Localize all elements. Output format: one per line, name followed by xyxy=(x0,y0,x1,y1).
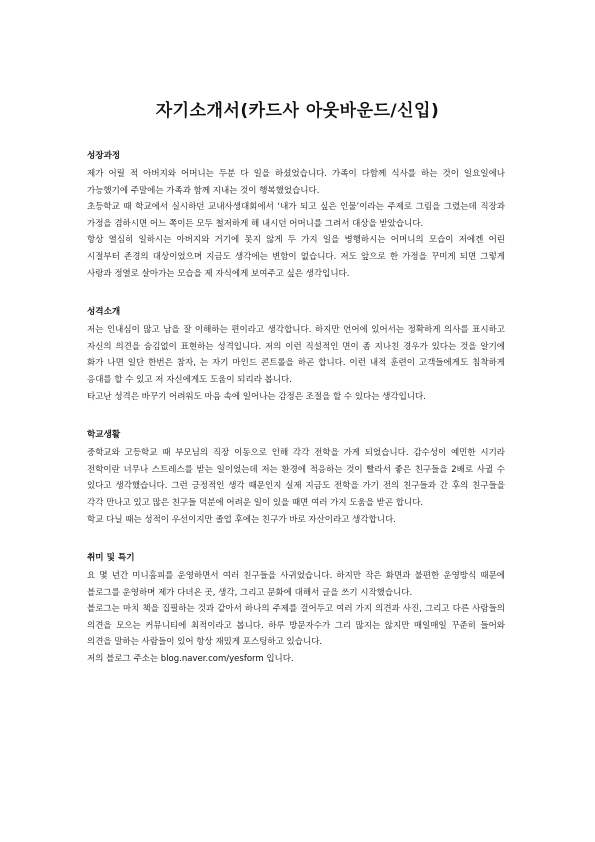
document-body xyxy=(87,150,505,692)
paragraph: 요 몇 년간 미니홈피를 운영하면서 여러 친구들을 사귀었습니다. 하지만 작은 화면과 불편한 운영방식 때문에 블로그를 운영하며 제가 다녀온 곳, 생각, 그리고 문화에 대해서 글을 쓰기 시작했습니다. xyxy=(87,571,505,598)
section-growth xyxy=(87,150,505,282)
paragraph: 저의 블로그 주소는 blog.naver.com/yesform 입니다. xyxy=(87,654,294,665)
document-title: 자기소개서(카드사 아웃바운드/신입) xyxy=(155,101,440,121)
section-school-life xyxy=(87,429,505,528)
paragraph: 초등학교 때 학교에서 실시하던 교내사생대회에서 ‘내가 되고 싶은 인물’이라는 주제로 그림을 그렸는데 직장과 가정을 겸하시면 어느 쪽이든 모두 철저하게 해 내시던 어머니를 그려서 대상을 받았습니다. xyxy=(87,202,505,229)
paragraph: 항상 열심히 일하시는 아버지와 거기에 못지 않게 두 가지 일을 병행하시는 어머니의 모습이 저에겐 어린 시절부터 존경의 대상이었으며 지금도 생각에는 변함이 없습니다. 저도 앞으로 한 가정을 꾸미게 되면 그렇게 사랑과 정열로 살아가는 모습을 제 자식에게 보여주고 싶은 생각입니다. xyxy=(87,235,505,279)
section-heading: 취미 및 특기 xyxy=(87,553,135,564)
paragraph: 타고난 성격은 바꾸기 어려워도 마음 속에 일어나는 감정은 조절을 할 수 있다는 생각입니다. xyxy=(87,391,426,402)
section-heading: 학교생활 xyxy=(87,430,121,441)
section-personality xyxy=(87,306,505,405)
section-heading: 성격소개 xyxy=(87,307,121,318)
section-heading: 성장과정 xyxy=(87,151,121,161)
paragraph: 학교 다닐 때는 성적이 우선이지만 졸업 후에는 친구가 바로 자산이라고 생각합니다. xyxy=(87,514,396,525)
paragraph: 저는 인내심이 많고 남을 잘 이해하는 편이라고 생각합니다. 하지만 언어에 있어서는 정확하게 의사를 표시하고 자신의 의견을 숨김없이 표현하는 성격입니다. 저의 이런 직설적인 면이 좀 지나친 경우가 있다는 것을 알기에 화가 나면 일단 한번은 참자, 는 자기 마인드 콘트롤을 하곤 합니다. 이런 내적 훈련이 고객들에게도 침착하게 응대를 할 수 있고 저 자신에게도 도움이 되리라 봅니다. xyxy=(87,325,505,385)
paragraph: 제가 어릴 적 아버지와 어머니는 두분 다 일을 하셨었습니다. 가족이 다함께 식사를 하는 것이 일요일에나 가능했기에 주말에는 가족과 함께 지내는 것이 행복했었습니다. xyxy=(87,169,505,196)
section-hobbies xyxy=(87,552,505,668)
paragraph: 중학교와 고등학교 때 부모님의 직장 이동으로 인해 각각 전학을 가게 되었습니다. 감수성이 예민한 시기라 전학이란 너무나 스트레스를 받는 일이었는데 저는 환경에 적응하는 것이 빨라서 좋은 친구들을 2배로 사귈 수 있다고 생각했습니다. 그런 긍정적인 생각 때문인지 실제 지금도 전학을 가기 전의 친구들과 간 후의 친구들을 각각 만나고 있고 많은 친구들 덕분에 어려운 일이 있을 때면 여러 가지 도움을 받곤 합니다. xyxy=(87,448,505,508)
paragraph: 블로그는 마치 책을 집필하는 것과 같아서 하나의 주제를 걸어두고 여러 가지 의견과 사진, 그리고 다른 사람들의 의견을 모으는 커뮤니티에 최적이라고 봅니다. 하루 방문자수가 그리 많지는 않지만 매일매일 꾸준히 들어와 의견을 말하는 사람들이 있어 항상 재밌게 포스팅하고 있습니다. xyxy=(87,604,505,648)
